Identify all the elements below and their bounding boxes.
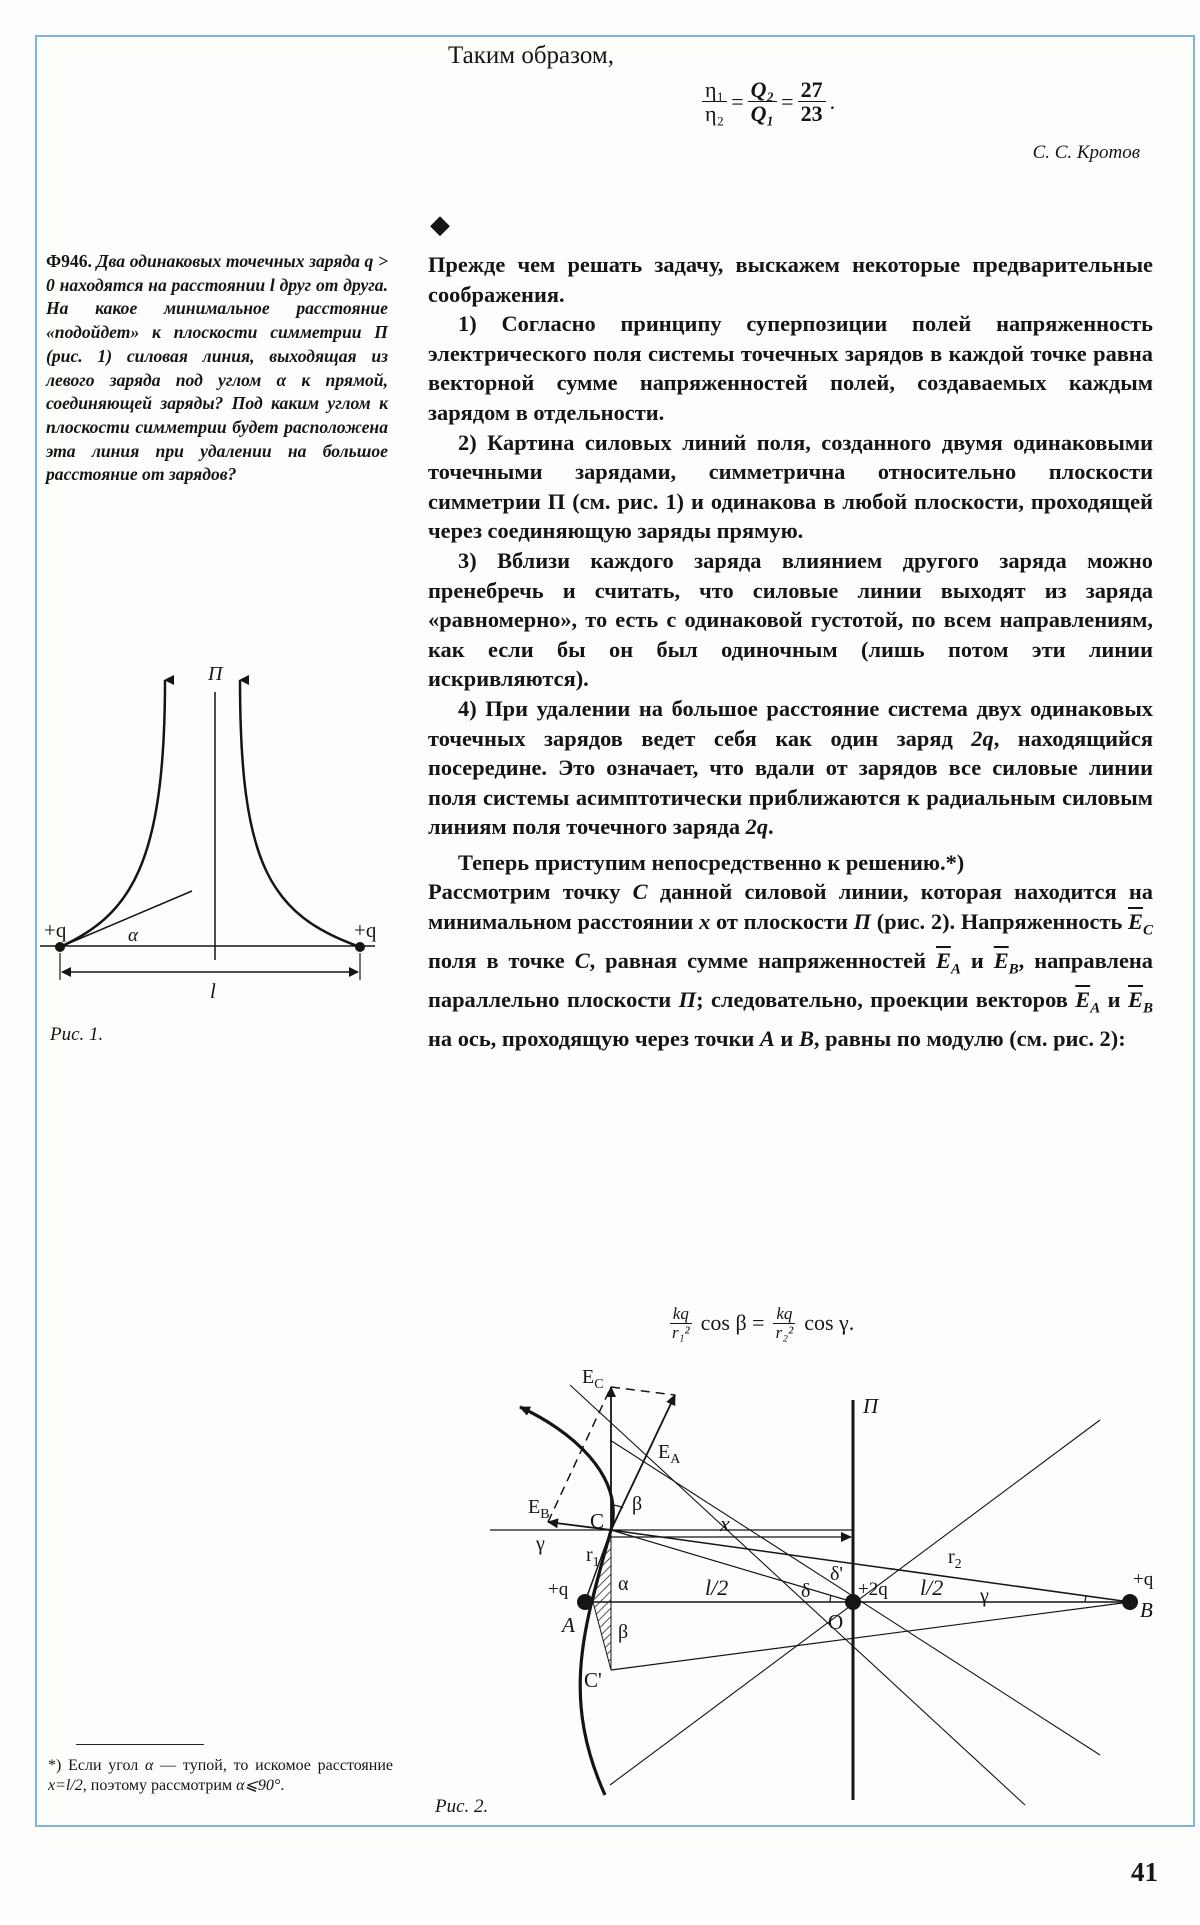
fig2-delta-prime-label: δ' — [830, 1563, 844, 1585]
author-signature: С. С. Кротов — [1032, 142, 1140, 163]
fig2-plus-q-right-label: +q — [1133, 1569, 1154, 1590]
problem-number: Ф946. — [46, 251, 92, 271]
page-number: 41 — [1131, 1857, 1158, 1887]
fig2-gamma-arc — [1085, 1596, 1086, 1602]
p4-part-a: 4) При удалении на большое расстояние система двух одинаковых точечных зарядов ведет себя как один заряд — [428, 695, 1153, 751]
problem-statement — [46, 250, 388, 487]
num-27: 27 — [798, 78, 826, 102]
fig2-plus-q-left-label: +q — [548, 1579, 569, 1600]
footnote-expr: x=l/2 — [48, 1777, 83, 1794]
fig2-beta-bottom-label: β — [618, 1621, 629, 1643]
fig2-charge-b — [1122, 1594, 1138, 1610]
p6-eb-sub: B — [1008, 961, 1019, 978]
p6-eb: $\overline{E}$ — [993, 948, 1009, 974]
fig2-cprime-to-b — [611, 1602, 1130, 1670]
fig2-x-label: x — [720, 1511, 730, 1536]
fig2-dashed-side-1 — [548, 1387, 611, 1522]
formula-projection — [665, 1305, 854, 1342]
fraction-kq-r1 — [669, 1305, 693, 1342]
p6-ea-sub: A — [950, 961, 961, 978]
fig2-charge-a — [577, 1594, 593, 1610]
p6-i: на ось, проходящую через точки — [428, 1026, 760, 1052]
p6-j: , равны по модулю (см. рис. 2): — [813, 1026, 1126, 1052]
footnote-part4: . — [280, 1777, 285, 1794]
footnote-alpha: α — [144, 1757, 154, 1774]
angle-ray — [60, 891, 192, 947]
fig2-2q-label: +2q — [858, 1579, 888, 1600]
main-text — [428, 250, 1153, 1054]
fig2-o-label: O — [828, 1610, 844, 1634]
p6-point-b: B — [798, 1026, 814, 1052]
fig2-gamma-right-label: γ — [980, 1585, 989, 1607]
footnote — [48, 1756, 393, 1796]
fig2-radial-line-1 — [570, 1385, 1025, 1805]
paragraph-6 — [428, 877, 1153, 1053]
p4-end: . — [768, 814, 774, 840]
fraction-eta — [702, 78, 727, 125]
fraction-kq-r2 — [773, 1305, 797, 1342]
p6-e: поля в точке — [428, 948, 575, 974]
p6-ec: $\overline{E}$ — [1128, 909, 1143, 935]
p6-and-3: и — [774, 1026, 799, 1052]
p6-f: , равная сумме напряженностей — [589, 948, 936, 974]
r1-sq: r₁² — [672, 1322, 690, 1342]
fig2-ec-label: $E_C$ — [582, 1366, 604, 1392]
p6-d: (рис. 2). Напряженность — [871, 909, 1129, 935]
fig2-ea-label: $E_A$ — [658, 1441, 681, 1467]
p6-and-2: и — [1100, 987, 1129, 1013]
p4-2q: 2q — [971, 725, 994, 751]
p6-and: и — [960, 948, 994, 974]
p6-ea-sub-2: A — [1090, 1000, 1101, 1017]
footnote-cond: α⩽90° — [236, 1777, 281, 1794]
p6-h: ; следовательно, проекции векторов — [696, 987, 1076, 1013]
p6-pi: П — [853, 909, 872, 935]
p6-point-a: A — [759, 1026, 775, 1052]
r2-sq: r₂² — [775, 1322, 794, 1342]
fig2-r1-label: $r_1$ — [586, 1544, 600, 1570]
paragraph-intro: Прежде чем решать задачу, выскажем некоторые предварительные соображения. — [428, 252, 1153, 307]
fig2-delta-arc — [830, 1595, 831, 1602]
fig1-distance-label: l — [210, 979, 216, 1003]
formula-eta-ratio — [698, 78, 835, 125]
fig2-eb-label: $E_B$ — [528, 1496, 550, 1522]
period: . — [829, 88, 836, 114]
fig2-a-label: A — [562, 1613, 575, 1637]
fig2-c-label: C — [590, 1509, 605, 1533]
fig2-gamma-left-label: γ — [536, 1533, 545, 1555]
intro-text: Таким образом, — [448, 42, 614, 69]
q1: Q₁ — [750, 101, 775, 127]
footnote-part2: — тупой, то искомое расстояние — [153, 1757, 394, 1774]
q2: Q₂ — [748, 78, 778, 102]
paragraph-1: 1) Согласно принципу суперпозиции полей напряженность электрического поля системы точечных зарядов в каждой точке равна векторной сумме напряженностей полей, создаваемых каждым зарядом в отдельности. — [428, 311, 1153, 425]
figure-2-caption: Рис. 2. — [435, 1796, 489, 1817]
p6-b: данной силовой линии, которая находится на минимальном расстоянии — [428, 879, 1153, 935]
kq-2: kq — [773, 1305, 795, 1324]
fig1-alpha-label: α — [128, 925, 138, 946]
fraction-q — [748, 78, 778, 125]
fig2-delta-label: δ — [801, 1580, 811, 1602]
paragraph-2: 2) Картина силовых линий поля, созданного двумя одинаковыми точечными зарядами, симметрична относительно плоскости симметрии П (см. рис. 1) и одинакова в любой плоскости, проходящей через соединяющую заряды прямую. — [428, 429, 1153, 544]
fig2-r2-label: $r_2$ — [948, 1546, 962, 1572]
problem-text: Два одинаковых точечных заряда q > 0 находятся на расстоянии l друг от друга. На какое минимальное расстояние «подойдет» к плоскости симметрии П (рис. 1) силовая линия, выходящая из левого заряда под углом α к прямой, соединяющей заряды? Под каким углом к плоскости симметрии будет расположена эта линия при удалении на большое расстояние от зарядов? — [46, 251, 388, 485]
p6-a: Рассмотрим точку — [428, 879, 633, 905]
figure-1 — [40, 650, 400, 1020]
p6-pi-2: П — [678, 987, 697, 1013]
p4-part-c: , находящийся посередине. Это означает, что вдали от зарядов все силовые линии поля системы асимптотически приближаются к радиальным силовым линиям поля точечного заряда — [428, 725, 1153, 840]
figure-1-caption: Рис. 1. — [50, 1024, 104, 1045]
p4-2q-second: 2q — [745, 814, 769, 840]
footnote-part3: , поэтому рассмотрим — [82, 1777, 237, 1794]
p6-eb-sub-2: B — [1142, 1000, 1153, 1017]
fig2-c-to-o — [611, 1530, 853, 1602]
fig2-cprime-label: C' — [584, 1668, 602, 1692]
field-line-left — [60, 680, 165, 947]
p6-eb-2: $\overline{E}$ — [1128, 987, 1143, 1013]
field-line-right — [240, 680, 360, 947]
figure-2 — [480, 1365, 1180, 1810]
fig2-dashed-side-2 — [611, 1387, 675, 1395]
fig2-beta-top-label: β — [632, 1493, 643, 1515]
kq-1: kq — [670, 1305, 692, 1324]
p6-point-c: C — [632, 879, 648, 905]
p6-ea: $\overline{E}$ — [935, 948, 951, 974]
p6-c: от плоскости — [710, 909, 854, 935]
fig2-hatched-region — [593, 1530, 611, 1670]
p6-ec-sub: C — [1142, 922, 1153, 939]
equals-sign-2: = — [781, 88, 794, 114]
charge-left — [55, 942, 65, 952]
paragraph-4 — [428, 694, 1153, 842]
fig1-right-charge-label: +q — [354, 918, 377, 942]
p6-x: x — [699, 909, 711, 935]
cos-beta: cos β = — [700, 1310, 765, 1336]
p6-g: , направлена параллельно плоскости — [428, 948, 1153, 1013]
charge-right — [355, 942, 365, 952]
num-23: 23 — [800, 101, 823, 127]
equals-sign: = — [731, 88, 744, 114]
fig2-l2-right-label: l/2 — [920, 1575, 944, 1600]
footnote-part1: *) Если угол — [48, 1757, 145, 1774]
eta2: η₂ — [705, 101, 725, 127]
fig1-plane-label: П — [208, 663, 223, 685]
footnote-separator — [76, 1744, 204, 1745]
cos-gamma: cos γ. — [804, 1310, 855, 1336]
paragraph-5: Теперь приступим непосредственно к решению.*) — [458, 849, 965, 875]
fraction-number — [798, 78, 826, 125]
p6-ea-2: $\overline{E}$ — [1075, 987, 1091, 1013]
fig2-l2-left-label: l/2 — [705, 1575, 729, 1600]
fig2-plane-label: П — [863, 1394, 879, 1418]
fig1-left-charge-label: +q — [44, 918, 67, 942]
fig2-alpha-label: α — [618, 1573, 629, 1595]
paragraph-3: 3) Вблизи каждого заряда влиянием другого заряда можно пренебречь и считать, что силовые линии выходят из заряда «равномерно», то есть с одинаковой густотой, по всем направлениям, как если бы он был одиночным (лишь потом эти линии искривляются). — [428, 547, 1153, 692]
fig2-b-label: B — [1140, 1598, 1153, 1622]
eta1: η₁ — [702, 78, 727, 102]
p6-point-c-2: C — [574, 948, 590, 974]
diamond-icon: ◆ — [430, 210, 450, 239]
